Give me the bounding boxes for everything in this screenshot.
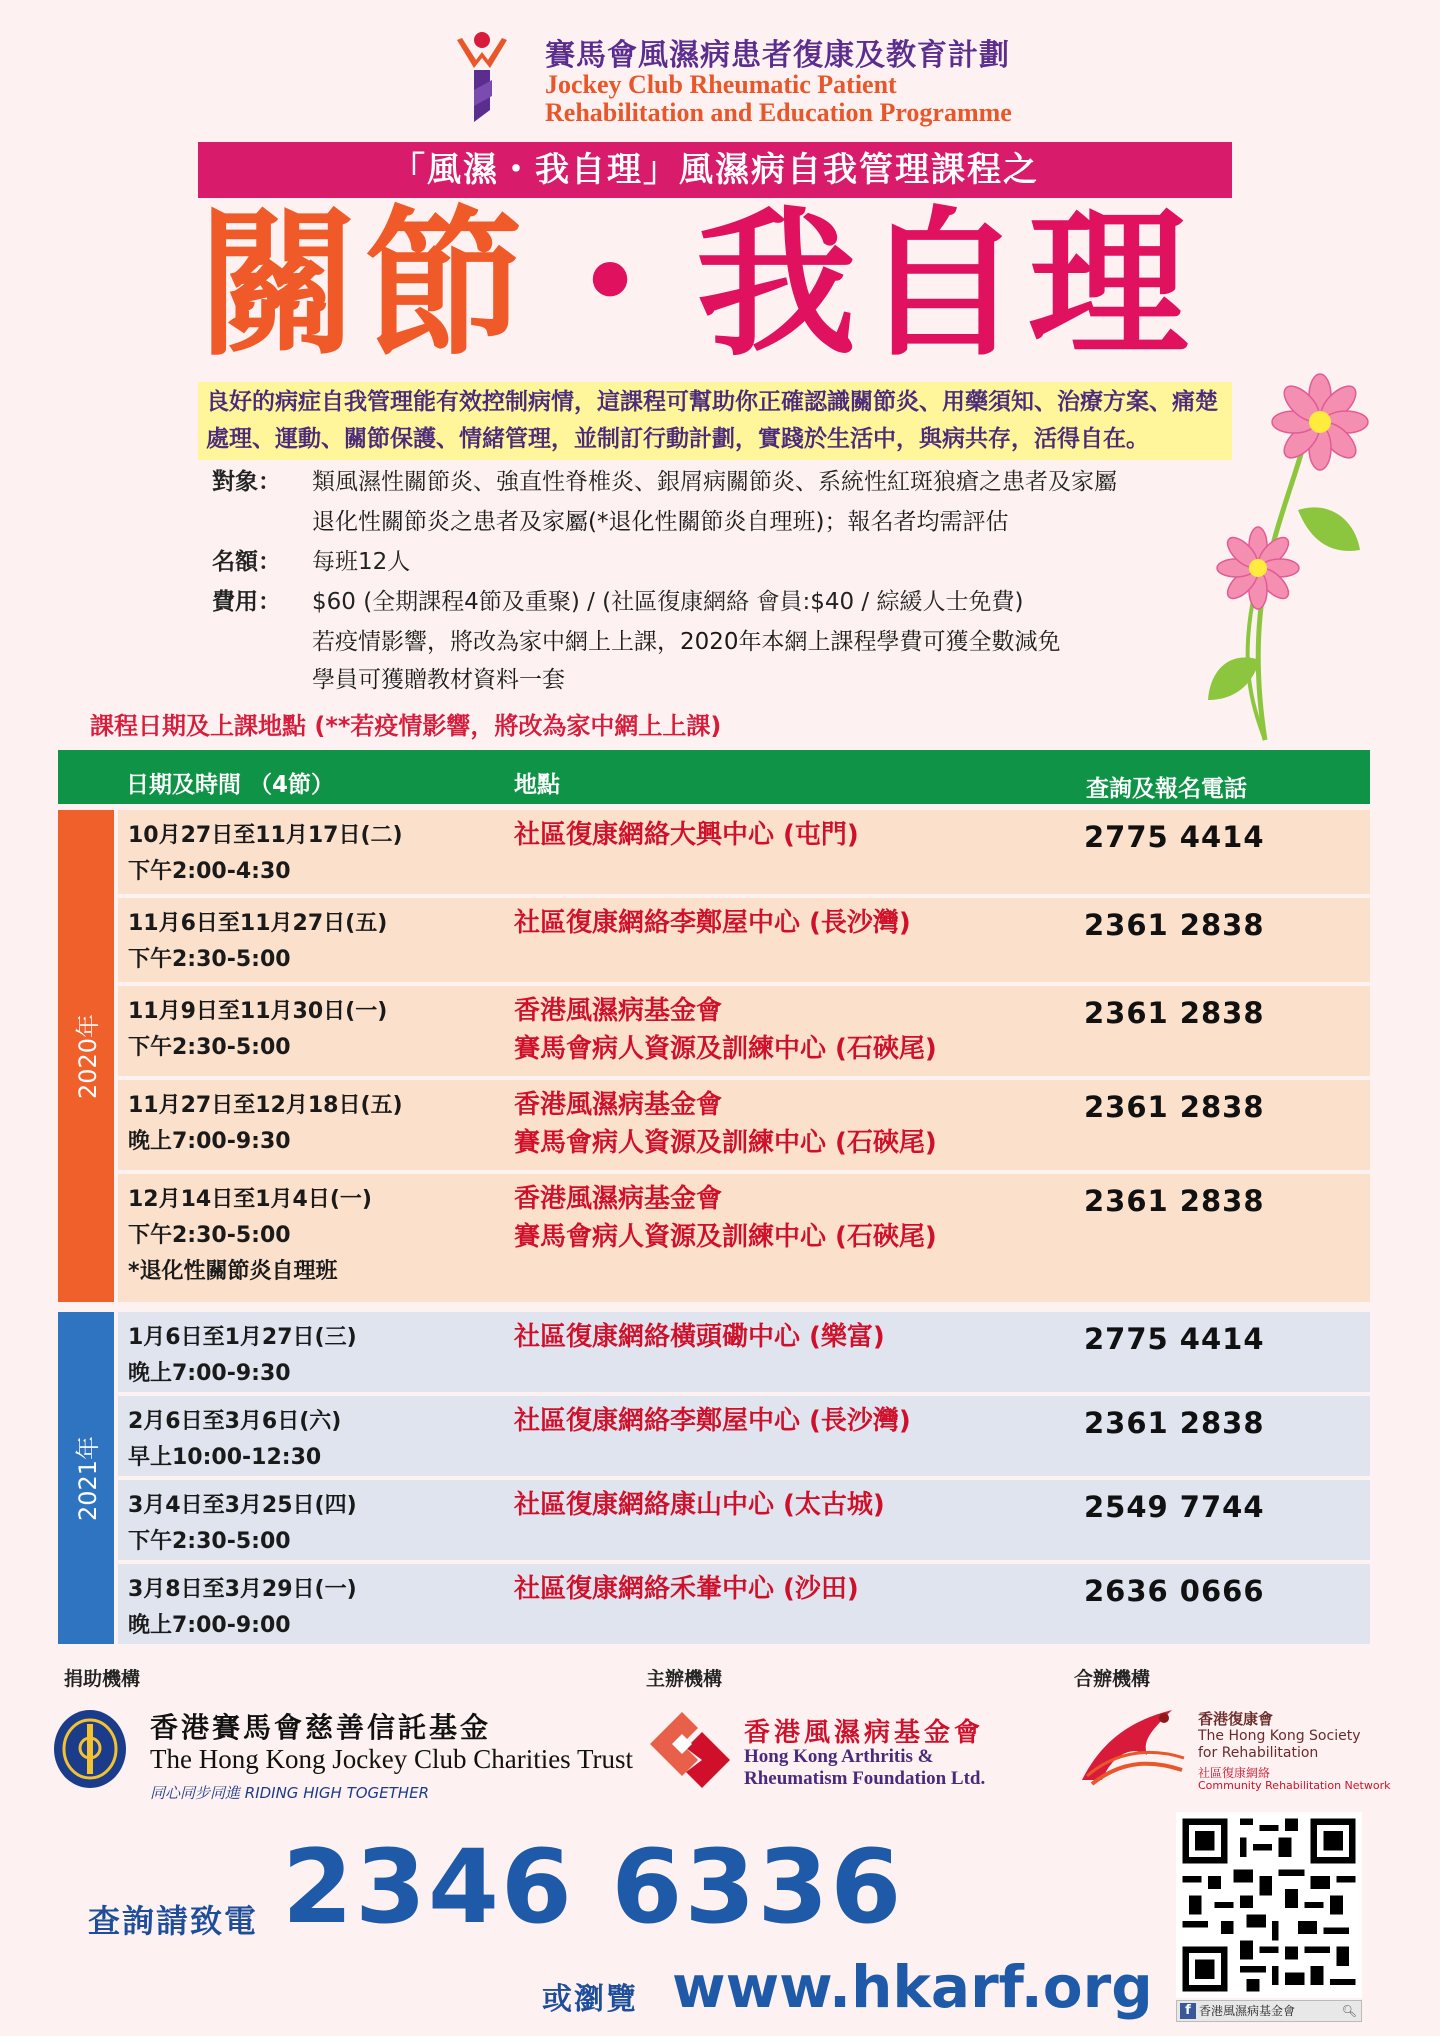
row-date: 11月27日至12月18日(五) 晚上7:00-9:30 xyxy=(128,1093,403,1154)
row-date: 10月27日至11月17日(二) 下午2:00-4:30 xyxy=(128,823,403,884)
row-place: 社區復康網絡李鄭屋中心 (長沙灣) xyxy=(514,908,911,938)
programme-name-en-line1: Jockey Club Rheumatic Patient xyxy=(545,70,897,99)
row-place: 香港風濕病基金會 賽馬會病人資源及訓練中心 (石硤尾) xyxy=(514,1090,937,1158)
row-date: 11月9日至11月30日(一) 下午2:30-5:00 xyxy=(128,999,388,1060)
hksr-phoenix-logo-icon xyxy=(1072,1700,1192,1790)
row-date: 3月8日至3月29日(一) 晚上7:00-9:00 xyxy=(128,1577,357,1638)
course-title xyxy=(198,190,1232,380)
table-row xyxy=(118,1312,1370,1392)
search-icon: 🔍︎ xyxy=(1341,2004,1357,2018)
col-place-header: 地點 xyxy=(514,772,560,798)
table-row xyxy=(118,810,1370,894)
col-date-header: 日期及時間 （4節） xyxy=(126,772,335,798)
row-phone: 2361 2838 xyxy=(1084,1090,1265,1124)
funder-label: 捐助機構 xyxy=(64,1668,141,1690)
row-date: 12月14日至1月4日(一) 下午2:30-5:00 *退化性關節炎自理班 xyxy=(128,1187,372,1284)
row-date: 2月6日至3月6日(六) 早上10:00-12:30 xyxy=(128,1409,342,1470)
info-target-label: 對象： xyxy=(212,469,281,495)
table-row xyxy=(118,1480,1370,1560)
hkjc-name-en: The Hong Kong Jockey Club Charities Trust xyxy=(150,1744,633,1774)
info-target xyxy=(212,464,1117,500)
organizer-label: 主辦機構 xyxy=(646,1668,723,1690)
facebook-icon: f xyxy=(1180,2003,1196,2019)
course-title-part2: 我自理 xyxy=(696,191,1195,378)
row-place: 社區復康網絡禾輋中心 (沙田) xyxy=(514,1574,859,1604)
browse-label: 或瀏覽 xyxy=(542,1982,638,2017)
schedule-heading: 課程日期及上課地點 (**若疫情影響，將改為家中網上上課) xyxy=(90,712,722,740)
row-phone: 2775 4414 xyxy=(1084,820,1265,854)
info-fee-material: 學員可獲贈教材資料一套 xyxy=(312,667,565,693)
course-intro: 良好的病症自我管理能有效控制病情，這課程可幫助你正確認識關節炎、用藥須知、治療方案、痛楚處理、運動、關節保護、情緒管理，並制訂行動計劃，實踐於生活中，與病共存，活得自在。 xyxy=(198,382,1232,460)
row-place: 香港風濕病基金會 賽馬會病人資源及訓練中心 (石硤尾) xyxy=(514,996,937,1064)
row-date: 11月6日至11月27日(五) 下午2:30-5:00 xyxy=(128,911,388,972)
info-fee-value: $60 (全期課程4節及重聚) / (社區復康網絡 會員:$40 / 綜緩人士免費) xyxy=(312,589,1024,615)
info-quota-label: 名額： xyxy=(212,549,281,575)
row-phone: 2361 2838 xyxy=(1084,996,1265,1030)
enquiry-phone[interactable]: 2346 6336 xyxy=(282,1828,904,1947)
enquiry-label: 查詢請致電 xyxy=(88,1902,259,1940)
coorganizer-label: 合辦機構 xyxy=(1074,1668,1151,1690)
table-row xyxy=(118,1564,1370,1644)
row-phone: 2549 7744 xyxy=(1084,1490,1265,1524)
hkarf-name-en-line2: Rheumatism Foundation Ltd. xyxy=(744,1768,986,1789)
hkjc-tagline: 同心同步同進 RIDING HIGH TOGETHER xyxy=(150,1784,429,1802)
row-phone: 2361 2838 xyxy=(1084,1184,1265,1218)
row-date: 3月4日至3月25日(四) 下午2:30-5:00 xyxy=(128,1493,357,1554)
info-fee-label: 費用： xyxy=(212,589,281,615)
table-row xyxy=(118,986,1370,1076)
info-fee xyxy=(212,584,1024,620)
hksr-crn-zh: 社區復康網絡 xyxy=(1198,1766,1271,1780)
table-row xyxy=(118,1174,1370,1302)
table-row xyxy=(118,898,1370,982)
info-fee-online: 若疫情影響，將改為家中網上上課，2020年本網上課程學費可獲全數減免 xyxy=(312,629,1061,655)
course-title-part1: 關節 xyxy=(198,191,531,378)
hkjc-name-zh: 香港賽馬會慈善信託基金 xyxy=(150,1711,492,1744)
row-phone: 2361 2838 xyxy=(1084,908,1265,942)
row-phone: 2636 0666 xyxy=(1084,1574,1265,1608)
row-phone: 2361 2838 xyxy=(1084,1406,1265,1440)
row-place: 社區復康網絡橫頭磡中心 (樂富) xyxy=(514,1322,885,1352)
hksr-name-en-line2: for Rehabilitation xyxy=(1198,1745,1319,1761)
hkarf-name-zh: 香港風濕病基金會 xyxy=(744,1718,985,1748)
course-title-dot: ・ xyxy=(530,191,697,378)
row-phone: 2775 4414 xyxy=(1084,1322,1265,1356)
schedule-table-header xyxy=(58,750,1370,804)
row-place: 社區復康網絡李鄭屋中心 (長沙灣) xyxy=(514,1406,911,1436)
programme-name-en-line2: Rehabilitation and Education Programme xyxy=(545,98,1012,127)
facebook-page-name: 香港風濕病基金會 xyxy=(1199,2004,1296,2018)
info-quota-value: 每班12人 xyxy=(312,549,411,575)
row-date: 1月6日至1月27日(三) 晚上7:00-9:30 xyxy=(128,1325,357,1386)
hksr-name-en-line1: The Hong Kong Society xyxy=(1198,1728,1361,1744)
table-row xyxy=(118,1396,1370,1476)
table-row xyxy=(118,1080,1370,1170)
hkarf-logo-icon xyxy=(642,1704,738,1794)
row-place: 社區復康網絡康山中心 (太古城) xyxy=(514,1490,885,1520)
info-target-value-cont: 退化性關節炎之患者及家屬(*退化性關節炎自理班)；報名者均需評估 xyxy=(312,509,1009,535)
year-2021-label: 2021年 xyxy=(58,1312,114,1644)
info-target-value: 類風濕性關節炎、強直性脊椎炎、銀屑病關節炎、系統性紅斑狼瘡之患者及家屬 xyxy=(312,469,1117,495)
year-2020-label: 2020年 xyxy=(58,810,114,1302)
row-place: 社區復康網絡大興中心 (屯門) xyxy=(514,820,859,850)
qr-code-icon[interactable] xyxy=(1176,1812,1362,1998)
course-series-band: 「風濕・我自理」風濕病自我管理課程之 xyxy=(198,142,1232,198)
flower-decoration-icon xyxy=(1180,360,1380,760)
programme-logo-icon xyxy=(452,30,512,126)
website-link[interactable]: www.hkarf.org xyxy=(672,1953,1153,2021)
facebook-search-bar[interactable] xyxy=(1176,2000,1362,2022)
hksr-crn-en: Community Rehabilitation Network xyxy=(1198,1779,1391,1792)
hkarf-name-en-line1: Hong Kong Arthritis & xyxy=(744,1746,934,1767)
info-quota xyxy=(212,544,411,580)
row-place: 香港風濕病基金會 賽馬會病人資源及訓練中心 (石硤尾) xyxy=(514,1184,937,1252)
hksr-name-zh: 香港復康會 xyxy=(1198,1710,1274,1728)
col-phone-header: 查詢及報名電話 xyxy=(1086,776,1247,802)
programme-name-zh: 賽馬會風濕病患者復康及教育計劃 xyxy=(545,38,1010,73)
hkjc-emblem-icon xyxy=(52,1708,128,1790)
